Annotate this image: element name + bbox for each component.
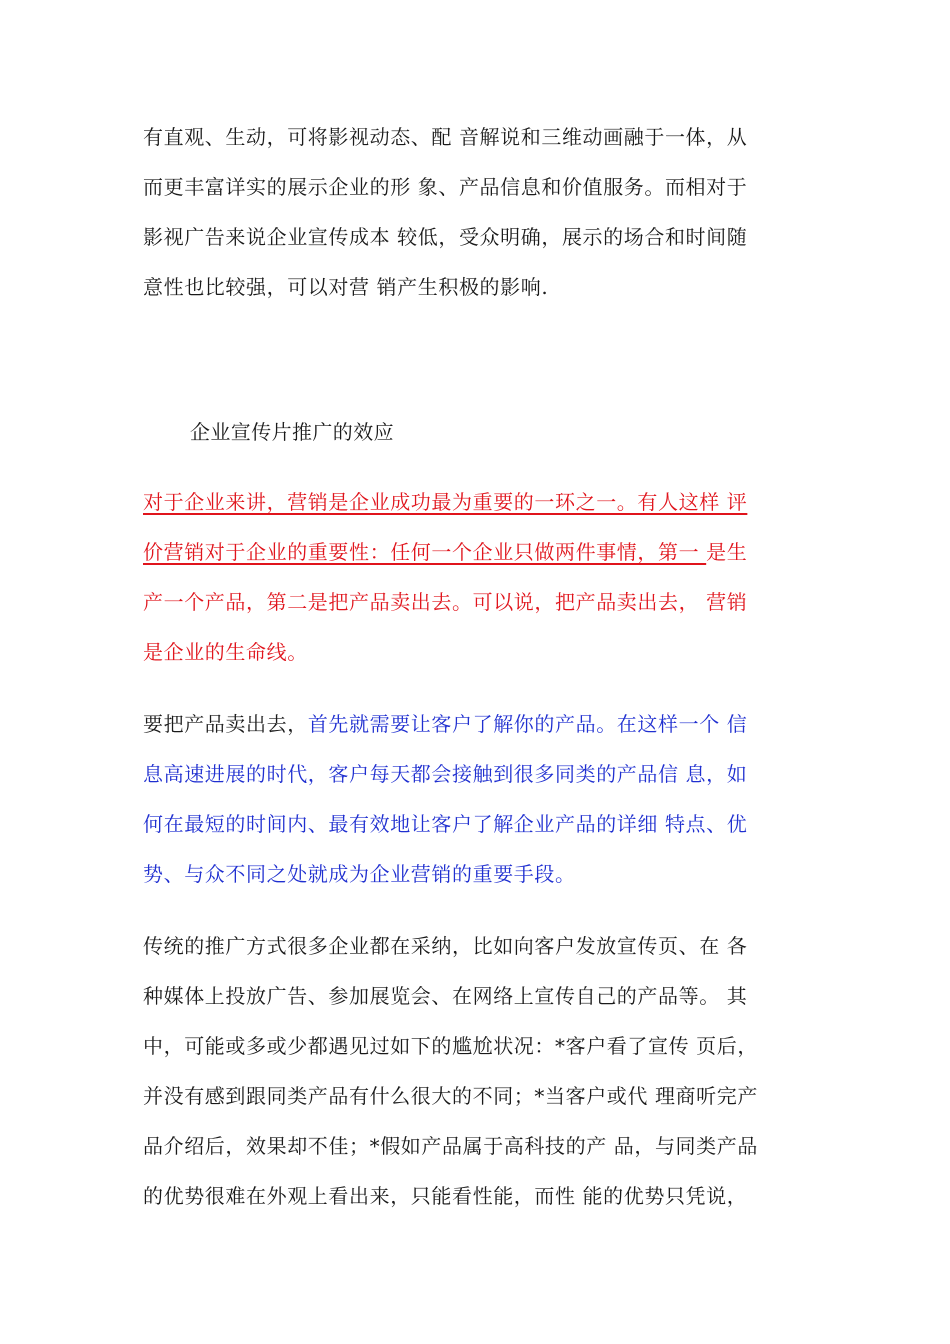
paragraph2-line-2-tail: 是生 — [706, 540, 748, 564]
paragraph4-line-3: 中，可能或多或少都遇见过如下的尴尬状况：*客户看了宣传 页后， — [143, 1034, 758, 1058]
paragraph3-line-3: 何在最短的时间内、最有效地让客户了解企业产品的详细 特点、优 — [143, 812, 748, 836]
paragraph4-line-5: 品介绍后，效果却不佳；*假如产品属于高科技的产 品，与同类产品 — [143, 1134, 758, 1158]
paragraph2-line-1: 对于企业来讲，营销是企业成功最为重要的一环之一。有人这样 评 — [143, 490, 748, 514]
paragraph4-line-1: 传统的推广方式很多企业都在采纳，比如向客户发放宣传页、在 各 — [143, 934, 748, 958]
paragraph2-line-3: 产一个产品，第二是把产品卖出去。可以说，把产品卖出去， 营销 — [143, 590, 748, 614]
paragraph3-line-2: 息高速进展的时代，客户每天都会接触到很多同类的产品信 息，如 — [143, 762, 748, 786]
paragraph3-lead: 要把产品卖出去， — [143, 712, 308, 736]
paragraph3-line-4: 势、与众不同之处就成为企业营销的重要手段。 — [143, 862, 576, 886]
paragraph2-line-4: 是企业的生命线。 — [143, 640, 308, 664]
paragraph3-line-1 — [143, 710, 823, 738]
paragraph1-line-2: 而更丰富详实的展示企业的形 象、产品信息和价值服务。而相对于 — [143, 175, 748, 199]
section-heading: 企业宣传片推广的效应 — [190, 420, 394, 444]
paragraph4-line-2: 种媒体上投放广告、参加展览会、在网络上宣传自己的产品等。 其 — [143, 984, 748, 1008]
paragraph4-line-6: 的优势很难在外观上看出来，只能看性能，而性 能的优势只凭说， — [143, 1184, 748, 1208]
paragraph1-line-4: 意性也比较强，可以对营 销产生积极的影响. — [143, 275, 549, 299]
paragraph1-line-1: 有直观、生动，可将影视动态、配 音解说和三维动画融于一体，从 — [143, 125, 748, 149]
paragraph2-line-2-underlined: 价营销对于企业的重要性：任何一个企业只做两件事情，第一 — [143, 540, 707, 564]
paragraph2-line-2 — [143, 538, 823, 566]
paragraph4-line-4: 并没有感到跟同类产品有什么很大的不同；*当客户或代 理商听完产 — [143, 1084, 758, 1108]
paragraph1-line-3: 影视广告来说企业宣传成本 较低，受众明确，展示的场合和时间随 — [143, 225, 748, 249]
paragraph3-line-1-blue: 首先就需要让客户了解你的产品。在这样一个 信 — [307, 712, 748, 736]
